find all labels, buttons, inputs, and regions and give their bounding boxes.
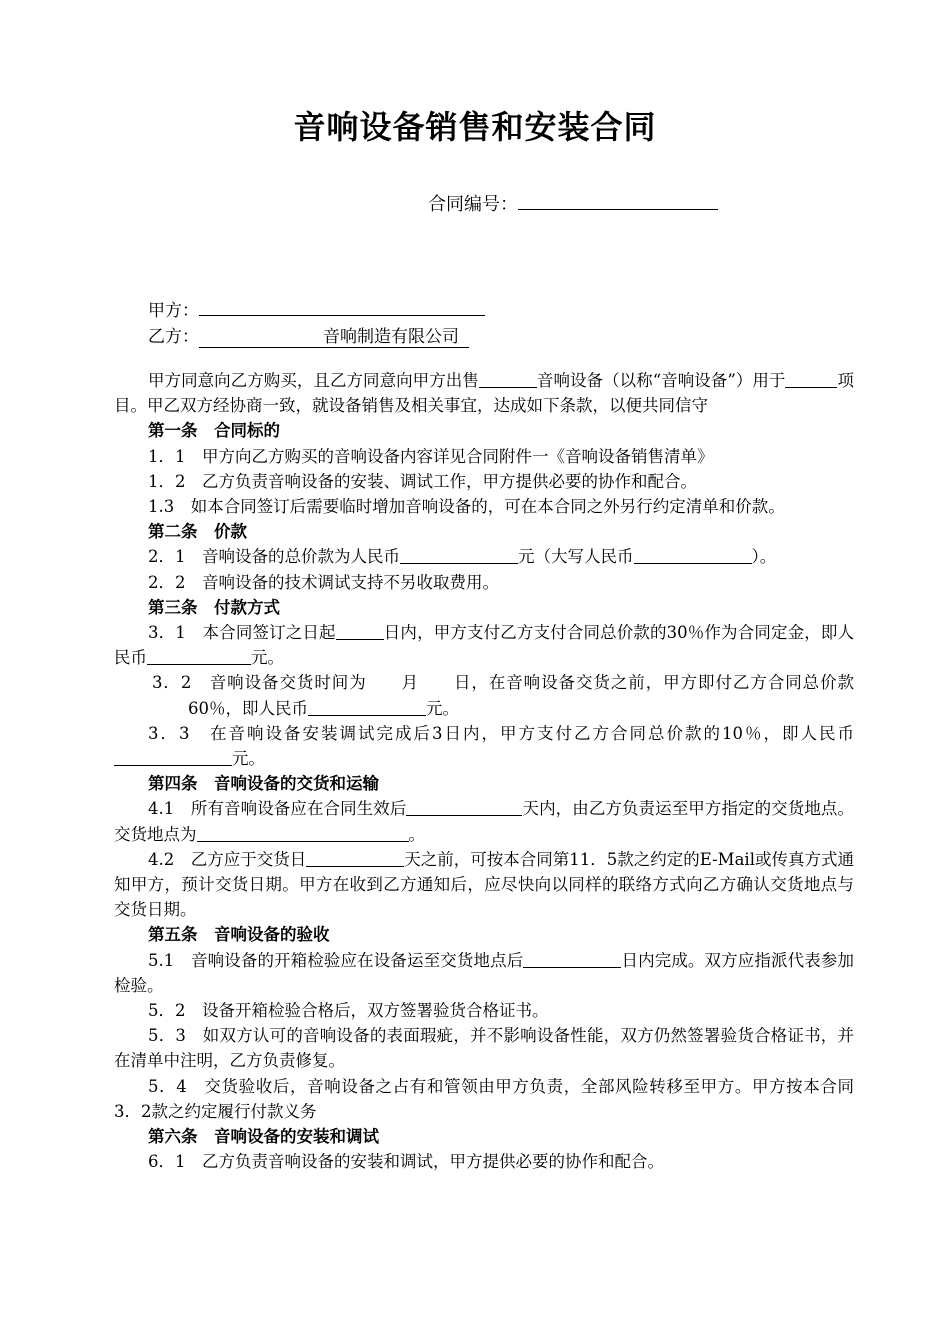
clause-5-4: 5．4 交货验收后，音响设备之占有和管领由甲方负责，全部风险转移至甲方。甲方按本合同3．2款之约定履行付款义务	[114, 1076, 854, 1121]
party-a-line	[148, 296, 485, 321]
total-price-blank[interactable]	[400, 545, 518, 564]
article-6-heading: 第六条 音响设备的安装和调试	[148, 1127, 379, 1147]
clause-5-2: 5．2 设备开箱检验合格后，双方签署验货合格证书。	[148, 1001, 549, 1021]
party-a-blank[interactable]	[199, 298, 485, 316]
clause-6-1: 6．1 乙方负责音响设备的安装和调试，甲方提供必要的协作和配合。	[148, 1152, 664, 1172]
party-b-label: 乙方：	[148, 327, 199, 347]
party-a-label: 甲方：	[148, 301, 199, 321]
notice-days-blank[interactable]	[306, 848, 404, 867]
intro-paragraph	[114, 368, 854, 418]
contract-number-blank[interactable]	[518, 191, 718, 210]
contract-body	[114, 368, 854, 1175]
second-payment-blank[interactable]	[308, 697, 426, 716]
article-3-heading: 第三条 付款方式	[148, 597, 280, 617]
clause-2-1: 2．1 音响设备的总价款为人民币 元（大写人民币 ）。	[148, 547, 777, 567]
article-4-heading: 第四条 音响设备的交货和运输	[148, 774, 379, 794]
clause-3-3: 3．3 在音响设备安装调试完成后3日内，甲方支付乙方合同总价款的10％，即人民币元。	[114, 721, 854, 771]
clause-3-2: 3．2 音响设备交货时间为 月 日，在音响设备交货之前，甲方即付乙方合同总价款60％，即人民币 元。	[152, 673, 855, 718]
final-payment-blank[interactable]	[114, 747, 232, 766]
party-b-line	[148, 322, 469, 348]
page-title: 音响设备销售和安装合同	[293, 108, 657, 146]
total-price-words-blank[interactable]	[634, 545, 752, 564]
clause-1-2: 1．2 乙方负责音响设备的安装、调试工作，甲方提供必要的协作和配合。	[148, 471, 697, 491]
clause-5-3: 5．3 如双方认可的音响设备的表面瑕疵，并不影响设备性能，双方仍然签署验货合格证书，并在清单中注明，乙方负责修复。	[114, 1026, 854, 1071]
intro-text-3: 项目。甲乙双方经协商一致，就设备销售及相关事宜，达成如下条款，以便共同信守	[114, 371, 855, 416]
deposit-days-blank[interactable]	[336, 621, 384, 640]
clause-4-1: 4.1 所有音响设备应在合同生效后 天内，由乙方负责运至甲方指定的交货地点。交货地点为 。	[114, 799, 854, 844]
contract-number-label: 合同编号：	[428, 194, 518, 215]
inspection-days-blank[interactable]	[523, 949, 621, 968]
project-name-blank[interactable]	[785, 369, 837, 388]
intro-text-1: 甲方同意向乙方购买，且乙方同意向甲方出售	[148, 371, 479, 390]
delivery-location-blank[interactable]	[197, 823, 409, 842]
clause-2-2: 2．2 音响设备的技术调试支持不另收取费用。	[148, 572, 499, 592]
clause-3-1: 3．1 本合同签订之日起 日内，甲方支付乙方支付合同总价款的30％作为合同定金，即人民币 元。	[114, 623, 855, 668]
intro-text-2: 音响设备（以称“音响设备”）用于	[536, 371, 786, 390]
article-2-heading: 第二条 价款	[148, 522, 247, 542]
clause-4-2: 4.2 乙方应于交货日 天之前，可按本合同第11．5款之约定的E-Mail或传真方式通知甲方，预计交货日期。甲方在收到乙方通知后，应尽快向以同样的联络方式向乙方确认交货地点与交货日期。	[114, 849, 854, 920]
clause-1-1: 1．1 甲方向乙方购买的音响设备内容详见合同附件一《音响设备销售清单》	[148, 446, 714, 466]
clause-1-3: 1.3 如本合同签订后需要临时增加音响设备的，可在本合同之外另行约定清单和价款。	[148, 497, 785, 517]
contract-number-line	[428, 190, 718, 216]
article-5-heading: 第五条 音响设备的验收	[148, 925, 330, 945]
article-1-heading: 第一条 合同标的	[148, 421, 280, 441]
delivery-days-blank[interactable]	[406, 797, 522, 816]
clause-5-1: 5.1 音响设备的开箱检验应在设备运至交货地点后 日内完成。双方应指派代表参加检验。	[114, 950, 854, 995]
deposit-amount-blank[interactable]	[147, 646, 251, 665]
party-b-name: 音响制造有限公司	[199, 322, 469, 348]
equipment-brand-blank[interactable]	[479, 369, 537, 388]
